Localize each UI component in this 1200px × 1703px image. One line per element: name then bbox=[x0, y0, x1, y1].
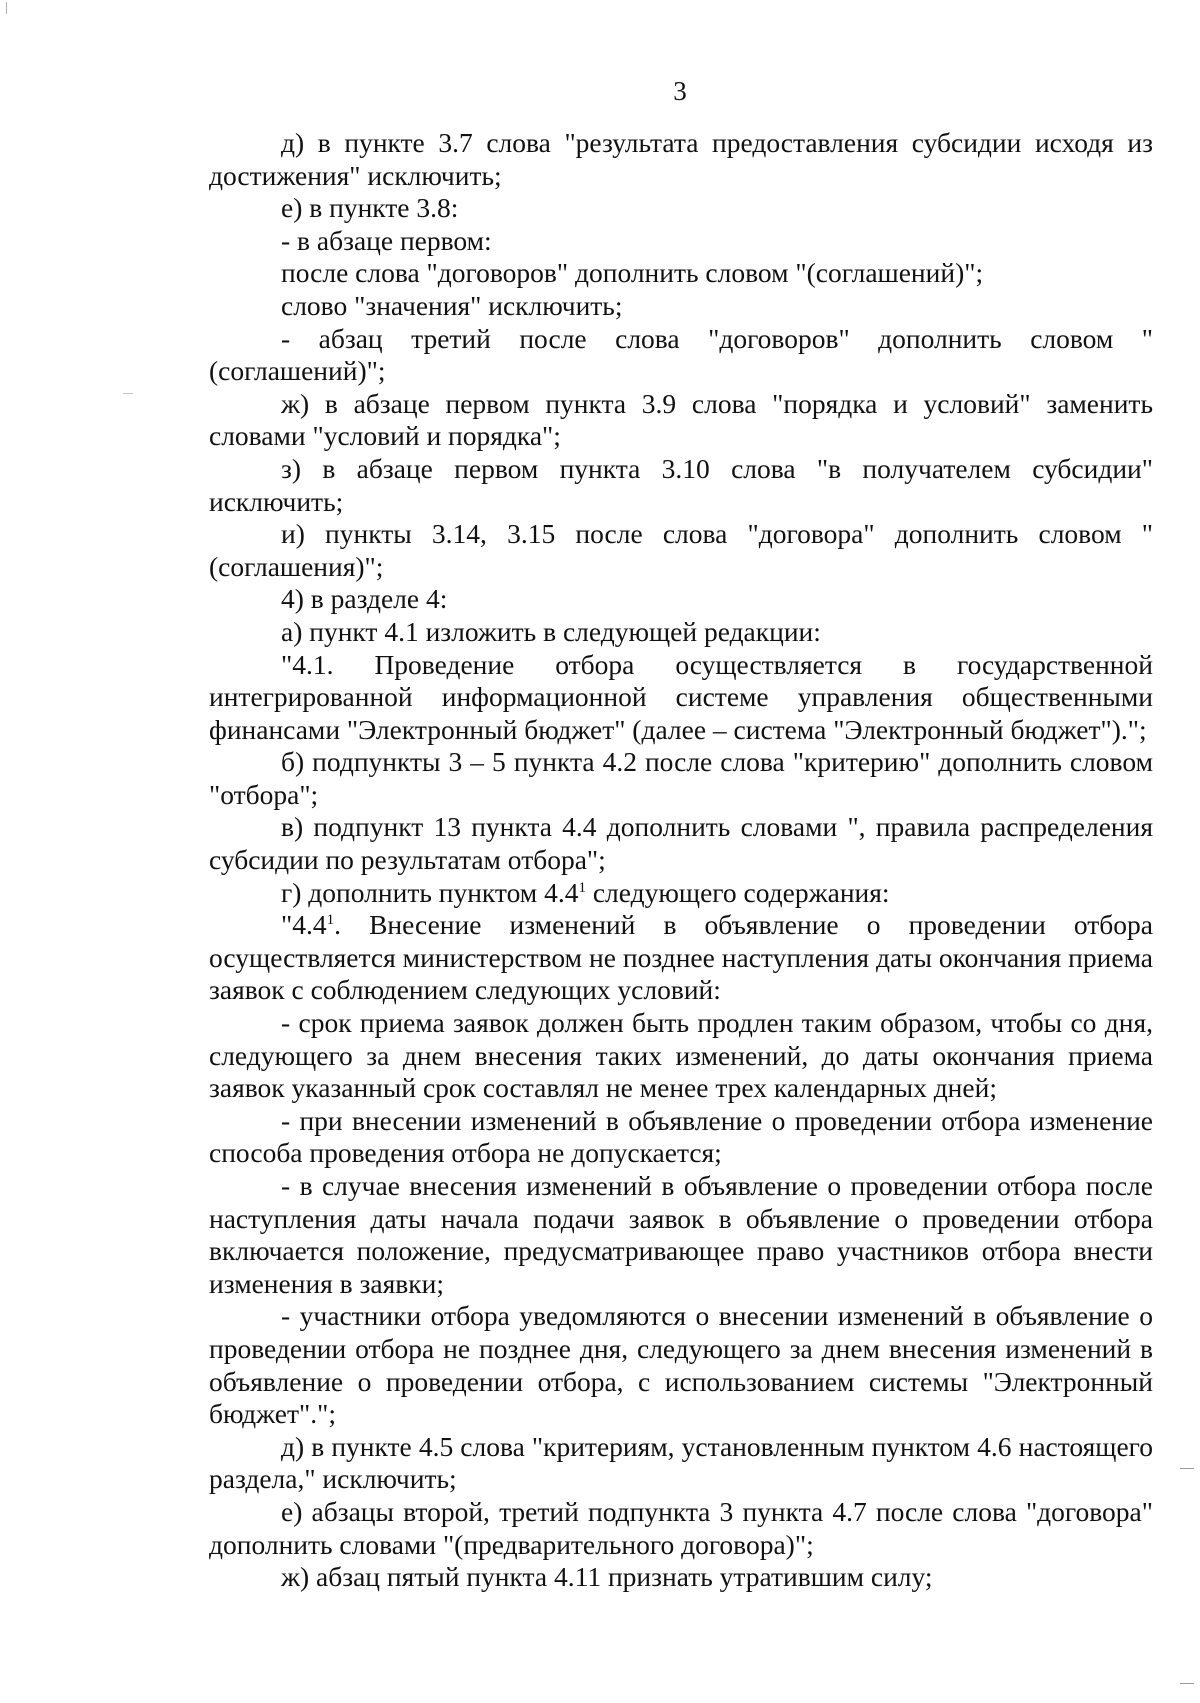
scan-mark bbox=[6, 2, 7, 14]
superscript: 1 bbox=[578, 879, 586, 896]
superscript: 1 bbox=[326, 912, 335, 929]
paragraph: з) в абзаце первом пункта 3.10 слова "в получателем субсидии" исключить; bbox=[209, 452, 1153, 517]
paragraph: е) в пункте 3.8: bbox=[281, 192, 459, 224]
paragraph: - в случае внесения изменений в объявление о проведении отбора после наступления даты начала подачи заявок в объявление о проведении отбора включается положение, предусматривающее право участников отбора внести изменения в заявки; bbox=[209, 1170, 1153, 1299]
scan-mark bbox=[123, 393, 133, 394]
paragraph-text: . Внесение изменений в объявление о проведении отбора осуществляется министерством не позднее наступления даты окончания приема заявок с соблюдением следующих условий: bbox=[209, 909, 1153, 1006]
paragraph: слово "значения" исключить; bbox=[281, 289, 623, 321]
paragraph: после слова "договоров" дополнить словом "(соглашений)"; bbox=[281, 257, 984, 289]
paragraph: и) пункты 3.14, 3.15 после слова "договора" дополнить словом "(соглашения)"; bbox=[209, 518, 1153, 582]
paragraph: ж) в абзаце первом пункта 3.9 слова "порядка и условий" заменить словами "условий и порядка"; bbox=[209, 387, 1153, 452]
paragraph: - при внесении изменений в объявление о проведении отбора изменение способа проведения отбора не допускается; bbox=[209, 1104, 1153, 1169]
paragraph-text: следующего содержания: bbox=[585, 876, 890, 908]
paragraph bbox=[209, 909, 1153, 1007]
paragraph: в) подпункт 13 пункта 4.4 дополнить словами ", правила распределения субсидии по результатам отбора"; bbox=[209, 811, 1153, 876]
paragraph: "4.1. Проведение отбора осуществляется в государственной интегрированной информационной системе управления общественными финансами "Электронный бюджет" (далее – система "Электронный бюджет")."; bbox=[209, 648, 1153, 745]
paragraph: 4) в разделе 4: bbox=[281, 583, 448, 615]
paragraph: д) в пункте 4.5 слова "критериям, установленным пунктом 4.6 настоящего раздела," исключить; bbox=[209, 1430, 1153, 1495]
paragraph bbox=[209, 877, 1153, 910]
paragraph: е) абзацы второй, третий подпункта 3 пункта 4.7 после слова "договора" дополнить словами "(предварительного договора)"; bbox=[209, 1495, 1153, 1560]
paragraph: б) подпункты 3 – 5 пункта 4.2 после слова "критерию" дополнить словом "отбора"; bbox=[209, 746, 1153, 810]
scan-mark bbox=[1180, 1683, 1194, 1684]
paragraph: - абзац третий после слова "договоров" дополнить словом "(соглашений)"; bbox=[209, 322, 1153, 387]
page-number: 3 bbox=[673, 76, 687, 106]
paragraph: д) в пункте 3.7 слова "результата предоставления субсидии исходя из достижения" исключить; bbox=[209, 127, 1153, 191]
scan-mark bbox=[1180, 1468, 1194, 1469]
paragraph: а) пункт 4.1 изложить в следующей редакции: bbox=[281, 615, 821, 647]
paragraph: ж) абзац пятый пункта 4.11 признать утратившим силу; bbox=[281, 1561, 933, 1593]
paragraph-text: г) дополнить пунктом 4.4 bbox=[281, 876, 579, 908]
document-body bbox=[209, 127, 1153, 1594]
paragraph-text: "4.4 bbox=[281, 909, 327, 941]
paragraph: - в абзаце первом: bbox=[281, 224, 492, 256]
paragraph: - участники отбора уведомляются о внесении изменений в объявление о проведении отбора не позднее дня, следующего за днем внесения изменений в объявление о проведении отбора, с использованием системы "Электронный бюджет"."; bbox=[209, 1300, 1153, 1430]
paragraph: - срок приема заявок должен быть продлен таким образом, чтобы со дня, следующего за днем внесения таких изменений, до даты окончания приема заявок указанный срок составлял не менее трех календарных дней; bbox=[209, 1007, 1153, 1104]
